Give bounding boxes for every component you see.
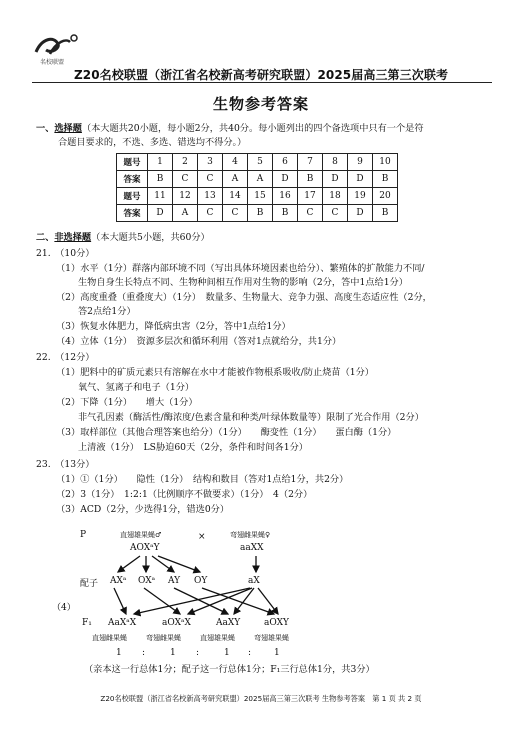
- answer-table-cell: A: [173, 205, 198, 222]
- answer-table-cell: 5: [248, 154, 273, 171]
- page-footer: Z20名校联盟（浙江省名校新高考研究联盟）2025届高三第三次联考 生物参考答案 第 1 页 共 2 页: [100, 694, 422, 703]
- answer-table-cell: 17: [298, 188, 323, 205]
- answer-table-cell: 4: [223, 154, 248, 171]
- q22-line4: 非气孔因素（酶活性/酶浓度/色素含量和种类/叶绿体数量等）限制了光合作用（2分）: [78, 412, 424, 423]
- q21-line6: （4）立体（1分） 资源多层次和循环利用（答对1点就给分，共1分）: [56, 336, 342, 347]
- genetic-cross-diagram: [52, 528, 438, 663]
- ratio-sep-1: :: [142, 648, 146, 658]
- section1-title: 选择题: [54, 123, 82, 134]
- section2-desc: （本大题共5小题，共60分）: [91, 232, 210, 243]
- gamete-4: OY: [194, 576, 208, 586]
- p1-phenotype: 直翅雄果蝇♂: [120, 531, 162, 539]
- f1-phenotype-3: 直翅雄果蝇: [200, 634, 235, 642]
- answer-table-cell: C: [198, 171, 223, 188]
- cross-scoring-note: （亲本这一行总体1分；配子这一行总体1分；F₁三行总体1分，共3分）: [84, 664, 375, 675]
- section1-desc1: （本大题共20小题，每小题2分，共40分。每小题列出的四个备选项中只有一个是符: [81, 123, 424, 134]
- answer-table-cell: C: [198, 205, 223, 222]
- p-label: P: [80, 530, 87, 540]
- q21-line1: （1）水平（1分）群落内部环境不同（写出具体环境因素也给分）、繁殖体的扩散能力不同/: [56, 263, 425, 274]
- q22-line5: （3）取样部位（其他合理答案也给分）（1分） 酶变性（1分） 蛋白酶（1分）: [56, 427, 397, 438]
- answer-table-cell: B: [273, 205, 298, 222]
- answer-table-cell: 18: [323, 188, 348, 205]
- answer-table-cell: 9: [348, 154, 373, 171]
- answer-table-cell: 8: [323, 154, 348, 171]
- q22-line6: 上清液（1分） LS胁迫60天（2分，条件和时间各1分）: [78, 442, 308, 453]
- answer-table-cell: 14: [223, 188, 248, 205]
- q23-line1: （1）①（1分） 隐性（1分） 结构和数目（答对1点给1分，共2分）: [56, 474, 349, 485]
- gamete-1: AXᵃ: [110, 576, 127, 586]
- f1-phenotype-2: 弯翅雌果蝇: [146, 634, 181, 642]
- answer-table-cell: B: [298, 171, 323, 188]
- f1-label: F₁: [82, 618, 92, 628]
- logo: [32, 30, 82, 68]
- q23-line3: （3）ACD（2分，少选得1分，错选0分）: [56, 504, 230, 515]
- answer-table-cell: A: [248, 171, 273, 188]
- answer-table-cell: 15: [248, 188, 273, 205]
- answer-table-cell: D: [348, 205, 373, 222]
- arrow-p1-g1: [118, 556, 140, 572]
- answer-table-cell: 20: [373, 188, 398, 205]
- answer-table-cell: B: [373, 171, 398, 188]
- answer-table-cell: D: [148, 205, 173, 222]
- answer-table-cell: C: [323, 205, 348, 222]
- section2-label: 二、: [36, 232, 55, 243]
- q21-line2: 生物自身生长特点不同、生物种间相互作用对生物的影响（2分，答中1点给1分）: [78, 277, 408, 288]
- answer-table-cell: A: [223, 171, 248, 188]
- ratio-2: 1: [170, 648, 176, 658]
- answer-table-cell: 11: [148, 188, 173, 205]
- q23-head: 23. （13分）: [36, 459, 95, 470]
- ratio-sep-3: :: [248, 648, 252, 658]
- page-title: 生物参考答案: [212, 95, 309, 113]
- q21-head: 21. （10分）: [36, 248, 95, 259]
- answer-table-cell: 7: [298, 154, 323, 171]
- answer-table-cell: 12: [173, 188, 198, 205]
- answer-table-row: [117, 188, 398, 205]
- answer-table-cell: C: [298, 205, 323, 222]
- f1-genotype-3: AaXY: [216, 618, 241, 628]
- answer-table-cell: B: [373, 205, 398, 222]
- answer-table-cell: 2: [173, 154, 198, 171]
- arrow-g4-f4: [202, 588, 274, 614]
- answer-table-cell: 13: [198, 188, 223, 205]
- answer-table-cell: 10: [373, 154, 398, 171]
- logo-swirl-icon: [32, 30, 82, 60]
- arrow-p1-g4: [158, 556, 200, 572]
- ratio-4: 1: [274, 648, 280, 658]
- arrow-g1-f1: [114, 588, 126, 614]
- arrow-fg-f4: [258, 588, 278, 614]
- q22-line1: （1）肥料中的矿质元素只有溶解在水中才能被作物根系吸收/防止烧苗（1分）: [56, 367, 374, 378]
- section1-line1: [36, 123, 424, 135]
- answer-table-cell: D: [323, 171, 348, 188]
- section1-label: 一、: [36, 123, 55, 134]
- answer-table-row-header: 答案: [117, 205, 148, 222]
- answer-table-cell: D: [273, 171, 298, 188]
- q22-line3: （2）下降（1分） 增大（1分）: [56, 397, 198, 408]
- gamete-3: AY: [168, 576, 181, 586]
- ratio-3: 1: [224, 648, 230, 658]
- answer-table-cell: 1: [148, 154, 173, 171]
- answer-table-cell: C: [173, 171, 198, 188]
- gamete-female: aX: [248, 576, 260, 586]
- arrow-fg-f1: [134, 588, 250, 614]
- answer-table-cell: 6: [273, 154, 298, 171]
- q21-line5: （3）恢复水体肥力，降低病虫害（2分，答中1点给1分）: [56, 321, 291, 332]
- f1-phenotype-1: 直翅雌果蝇: [92, 634, 127, 642]
- answer-table-row: [117, 154, 398, 171]
- section2-title: 非选择题: [54, 232, 92, 243]
- q21-line4: 答2点给1分）: [78, 306, 136, 317]
- p2-phenotype: 弯翅雌果蝇♀: [230, 531, 271, 539]
- answer-table-cell: 3: [198, 154, 223, 171]
- section2-line: [36, 232, 210, 244]
- exam-header: Z20名校联盟（浙江省名校新高考研究联盟）2025届高三第三次联考: [73, 68, 449, 82]
- p1-genotype: AOXᵃY: [130, 543, 160, 553]
- q23-line2: （2）3（1分） 1:2:1（比例顺序不做要求）（1分） 4（2分）: [56, 489, 313, 500]
- p2-genotype: aaXX: [240, 543, 264, 553]
- answer-table-row: [117, 205, 398, 222]
- answer-table-cell: B: [248, 205, 273, 222]
- answer-table-cell: C: [223, 205, 248, 222]
- section1-desc2: 合题目要求的，不选、多选、错选均不得分。）: [58, 137, 247, 148]
- q22-line2: 氧气、氢离子和电子（1分）: [78, 382, 195, 393]
- q22-head: 22. （12分）: [36, 352, 95, 363]
- answer-table-cell: 19: [348, 188, 373, 205]
- cross-question-label: （4）: [52, 603, 76, 613]
- answer-table-cell: 16: [273, 188, 298, 205]
- answer-table-row-header: 答案: [117, 171, 148, 188]
- answer-table-row-header: 题号: [117, 188, 148, 205]
- f1-phenotype-4: 弯翅雄果蝇: [254, 634, 289, 642]
- answer-table-row: [117, 171, 398, 188]
- ratio-1: 1: [116, 648, 122, 658]
- answer-table-cell: B: [148, 171, 173, 188]
- answer-table-cell: D: [348, 171, 373, 188]
- header-rule: [32, 82, 492, 83]
- answer-table-row-header: 题号: [117, 154, 148, 171]
- gamete-2: OXᵃ: [138, 576, 156, 586]
- f1-genotype-1: AaXᵃX: [108, 618, 137, 628]
- q21-line3: （2）高度重叠（重叠度大）（1分） 数量多、生物量大、竞争力强、高度生态适应性（2分，: [56, 292, 432, 303]
- logo-text: 名校联盟: [40, 59, 65, 66]
- answer-table: [116, 153, 398, 222]
- cross-symbol: ×: [198, 532, 206, 542]
- f1-genotype-4: aOXY: [264, 618, 289, 628]
- f1-genotype-2: aOXᵃX: [162, 618, 191, 628]
- ratio-sep-2: :: [196, 648, 200, 658]
- gamete-label: 配子: [80, 579, 99, 589]
